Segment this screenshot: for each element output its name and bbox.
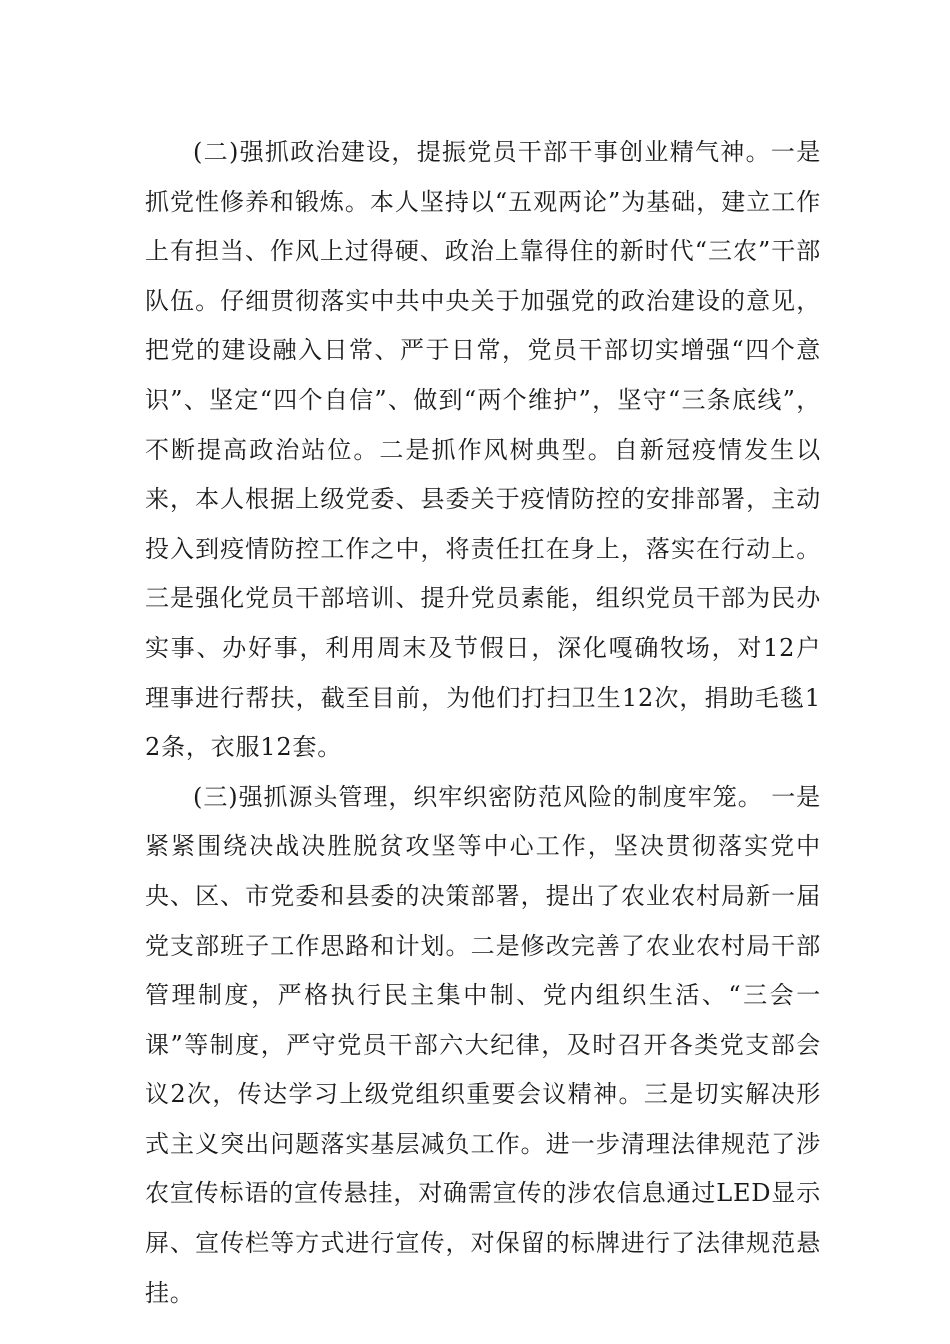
paragraph-political-building: (二)强抓政治建设，提振党员干部干事创业精气神。一是抓党性修养和锻炼。本人坚持以“五观两论”为基础，建立工作上有担当、作风上过得硬、政治上靠得住的新时代“三农”干部队伍。仔细贯彻落实中共中央关于加强党的政治建设的意见，把党的建设融入日常、严于日常，党员干部切实增强“四个意识”、坚定“四个自信”、做到“两个维护”，坚守“三条底线”，不断提高政治站位。二是抓作风树典型。自新冠疫情发生以来，本人根据上级党委、县委关于疫情防控的安排部署，主动投入到疫情防控工作之中，将责任扛在身上，落实在行动上。三是强化党员干部培训、提升党员素能，组织党员干部为民办实事、办好事，利用周末及节假日，深化嘎确牧场，对12户理事进行帮扶，截至目前，为他们打扫卫生12次，捐助毛毯12条，衣服12套。 — [145, 138, 821, 762]
document-body — [145, 128, 821, 1318]
paragraph-source-management: (三)强抓源头管理，织牢织密防范风险的制度牢笼。 一是紧紧围绕决战决胜脱贫攻坚等中心工作，坚决贯彻落实党中央、区、市党委和县委的决策部署，提出了农业农村局新一届党支部班子工作思路和计划。二是修改完善了农业农村局干部管理制度，严格执行民主集中制、党内组织生活、“三会一课”等制度，严守党员干部六大纪律，及时召开各类党支部会议2次，传达学习上级党组织重要会议精神。三是切实解决形式主义突出问题落实基层减负工作。进一步清理法律规范了涉农宣传标语的宣传悬挂，对确需宣传的涉农信息通过LED显示屏、宣传栏等方式进行宣传，对保留的标牌进行了法律规范悬挂。 — [145, 782, 821, 1307]
